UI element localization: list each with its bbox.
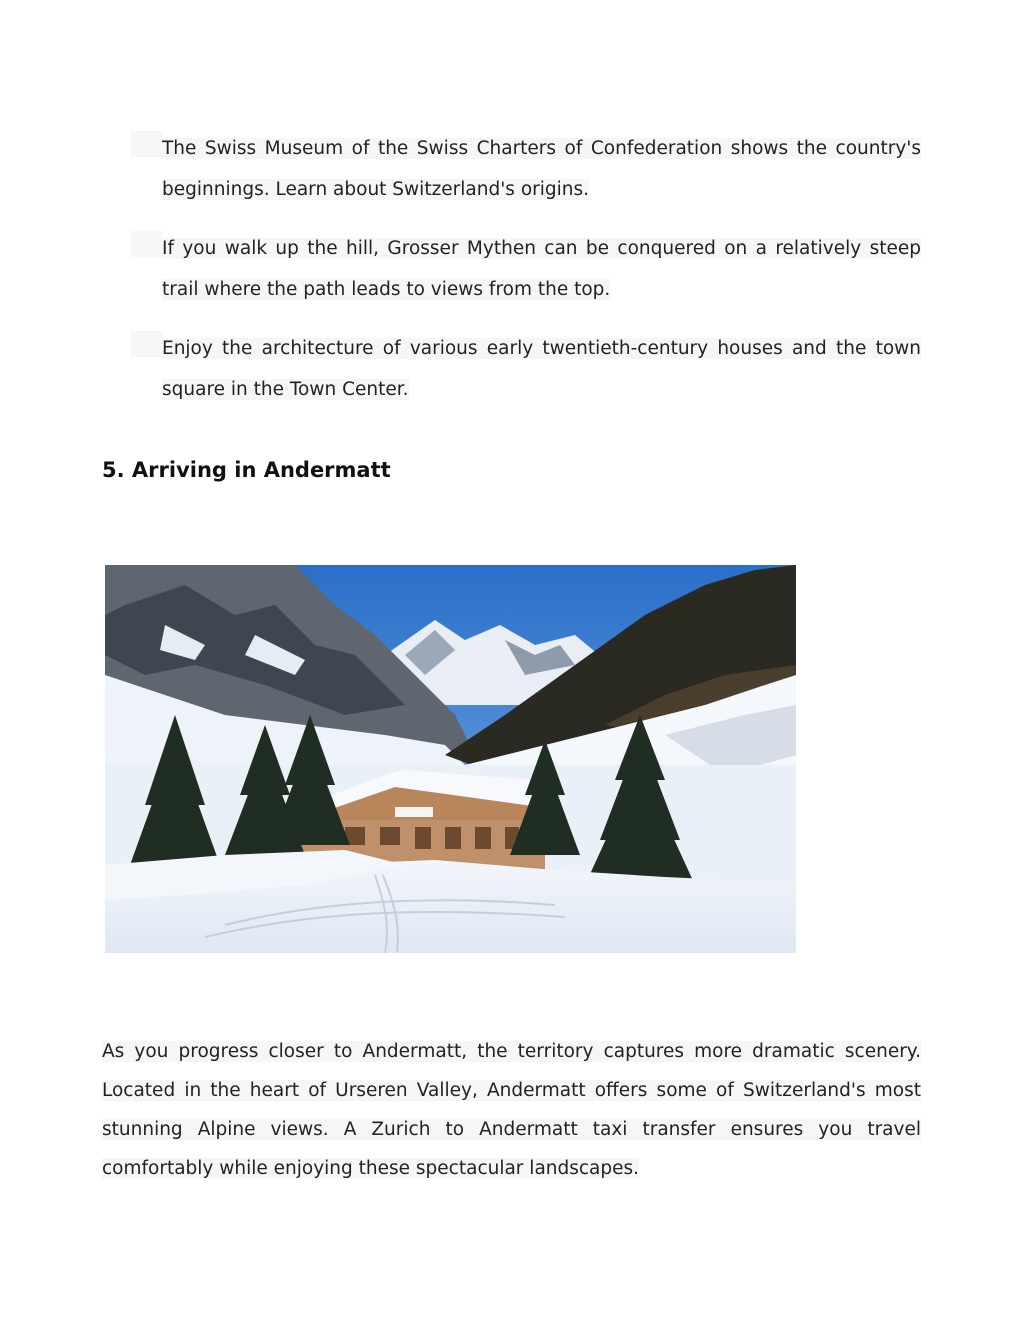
bullet-item <box>131 328 921 410</box>
section-heading: 5. Arriving in Andermatt <box>102 458 391 482</box>
bullet-marker <box>131 331 162 357</box>
body-paragraph <box>102 1032 921 1188</box>
andermatt-photo <box>105 565 796 953</box>
bullet-text: Enjoy the architecture of various early twentieth-century houses and the town square in the Town Center. <box>162 338 921 400</box>
snowy-mountain-chalet-icon <box>105 565 796 953</box>
bullet-text: If you walk up the hill, Grosser Mythen can be conquered on a relatively steep trail where the path leads to views from the top. <box>162 238 921 300</box>
bullet-marker <box>131 131 162 157</box>
bullet-item <box>131 128 921 210</box>
bullet-list <box>131 128 921 428</box>
bullet-marker <box>131 231 162 257</box>
bullet-text: The Swiss Museum of the Swiss Charters of Confederation shows the country's beginnings. Learn about Switzerland's origins. <box>162 138 921 200</box>
bullet-item <box>131 228 921 310</box>
body-paragraph-text: As you progress closer to Andermatt, the territory captures more dramatic scenery. Located in the heart of Urseren Valley, Andermatt offers some of Switzerland's most stunning Alpine views. A Zurich to Andermatt taxi transfer ensures you travel comfortably while enjoying these spectacular landscapes. <box>102 1041 921 1179</box>
